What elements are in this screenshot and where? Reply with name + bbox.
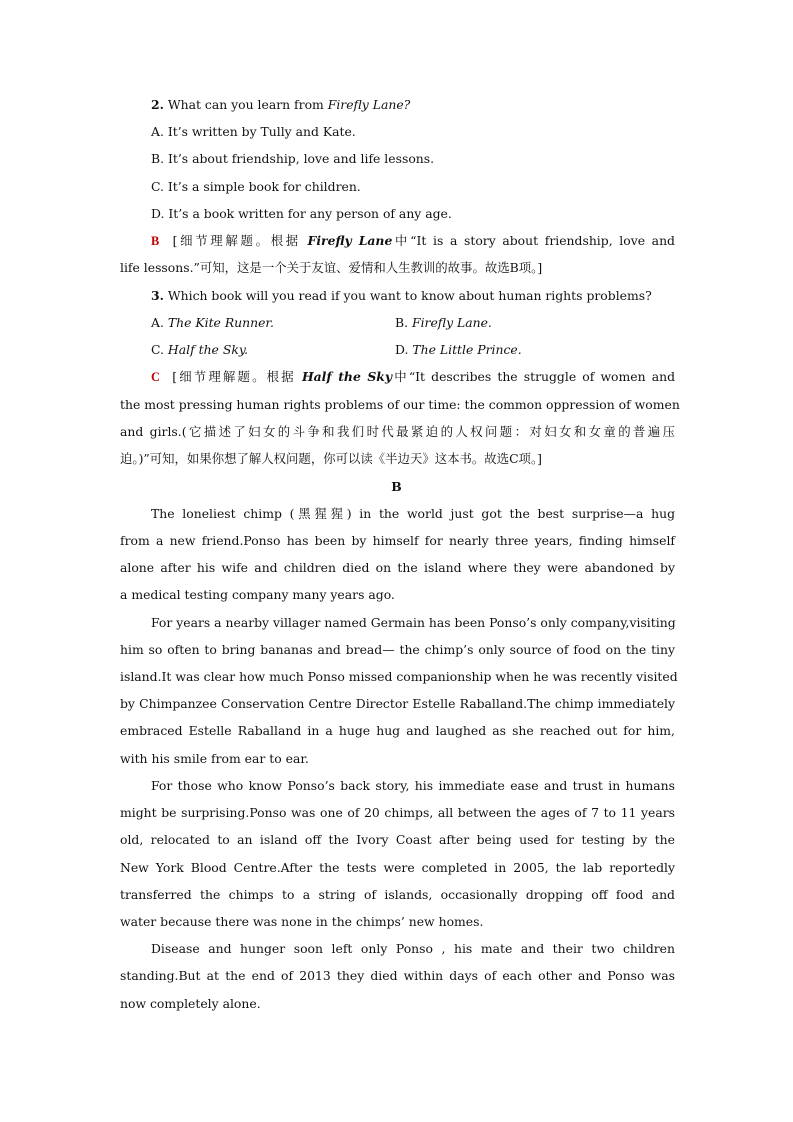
passage-line: The loneliest chimp (黑猩猩) in the world just got the best surprise—a hug [151,506,675,521]
book-title: Firefly Lane [307,233,393,248]
question-text: Which book will you read if you want to know about human rights problems? [167,288,652,303]
passage-line: a medical testing company many years ago. [120,587,395,602]
passage-line: old, relocated to an island off the Ivory Coast after being used for testing by the [120,832,675,847]
passage-line: by Chimpanzee Conservation Centre Director Estelle Raballand.The chimp immediately [120,696,675,711]
answer-letter: B [151,234,160,248]
passage-line: standing.But at the end of 2013 they died within days of each other and Ponso was [120,968,675,983]
passage-line: Disease and hunger soon left only Ponso , his mate and their two children [151,941,675,956]
question-number: 3. [151,288,164,303]
book-title: Half the Sky. [167,342,249,357]
answer-explanation-line: and girls.(它描述了妇女的斗争和我们时代最紧迫的人权问题：对妇女和女童的普遍压 [120,424,675,439]
book-title: Firefly Lane? [327,97,411,112]
passage-line: with his smile from ear to ear. [120,751,309,766]
question-2-stem [151,97,706,113]
book-title: The Little Prince. [412,342,522,357]
passage-line: alone after his wife and children died on the island where they were abandoned by [120,560,675,575]
answer-explanation-line [151,233,675,249]
question-text: What can you learn from [167,97,328,112]
book-title: The Kite Runner. [167,315,274,330]
passage-line: New York Blood Centre.After the tests were completed in 2005, the lab reportedly [120,860,675,875]
option-b [395,315,793,331]
passage-line: might be surprising.Ponso was one of 20 chimps, all between the ages of 7 to 11 years [120,805,675,820]
question-number: 2. [151,97,164,112]
option-letter: B. [395,315,412,330]
explanation-text: [细节理解题。根据 [172,233,308,248]
answer-explanation-line: life lessons.”可知，这是一个关于友谊、爱情和人生教训的故事。故选B项。] [120,260,543,275]
answer-explanation-line: 迫。)”可知，如果你想了解人权问题，你可以读《半边天》这本书。故选C项。] [120,451,542,466]
passage-line: from a new friend.Ponso has been by himself for nearly three years, finding himself [120,533,675,548]
answer-explanation-line: the most pressing human rights problems of our time: the common oppression of women [120,397,680,412]
option-d [395,342,793,358]
question-3-stem [151,288,706,304]
option-d: D. It’s a book written for any person of any age. [151,206,452,221]
explanation-text: 中“It describes the struggle of women and [392,369,675,384]
passage-line: now completely alone. [120,996,261,1011]
passage-line: water because there was none in the chimps’ new homes. [120,914,484,929]
passage-line: island.It was clear how much Ponso missed companionship when he was recently visited [120,669,678,684]
answer-letter: C [151,370,160,384]
option-letter: C. [151,342,168,357]
option-a: A. It’s written by Tully and Kate. [151,124,356,139]
explanation-text: 中“It is a story about friendship, love and [392,233,675,248]
book-title: Firefly Lane. [411,315,492,330]
passage-line: transferred the chimps to a string of islands, occasionally dropping off food and [120,887,675,902]
passage-line: embraced Estelle Raballand in a huge hug and laughed as she reached out for him, [120,723,675,738]
answer-explanation-line [151,369,675,385]
option-letter: A. [151,315,168,330]
passage-line: him so often to bring bananas and bread— the chimp’s only source of food on the tiny [120,642,675,657]
option-letter: D. [395,342,413,357]
option-b: B. It’s about friendship, love and life lessons. [151,151,435,166]
passage-line: For years a nearby villager named Germain has been Ponso’s only company,visiting [151,615,676,630]
passage-line: For those who know Ponso’s back story, his immediate ease and trust in humans [151,778,675,793]
option-c: C. It’s a simple book for children. [151,179,361,194]
book-title: Half the Sky [301,369,393,384]
section-heading: B [391,479,402,494]
explanation-text: [细节理解题。根据 [172,369,302,384]
